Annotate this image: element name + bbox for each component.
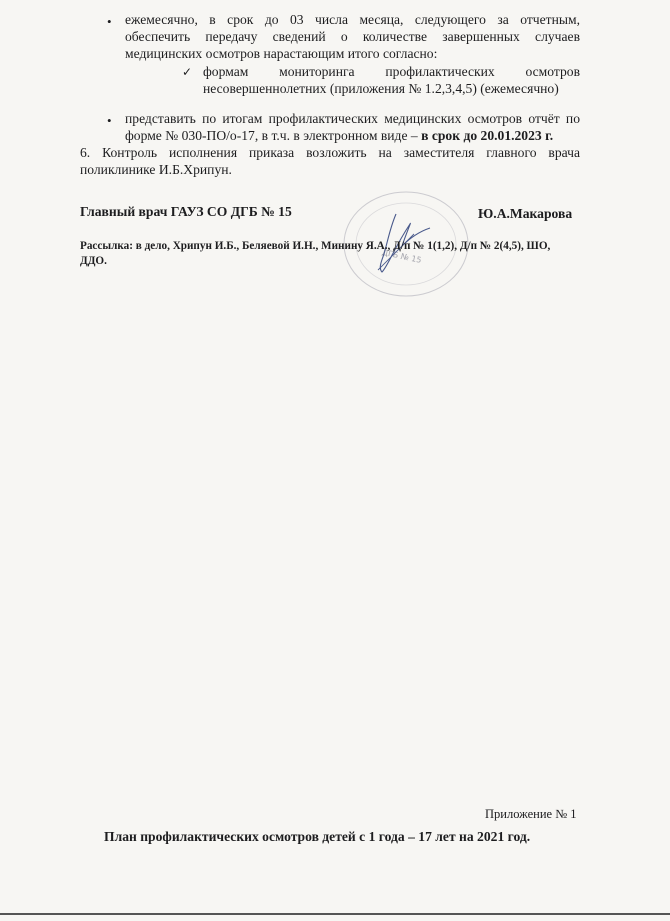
signature-title: Главный врач ГАУЗ СО ДГБ № 15 — [80, 204, 292, 219]
plan-title: План профилактических осмотров детей с 1 года – 17 лет на 2021 год. — [104, 829, 531, 844]
check-line-1: формам мониторинга профилактических осмотров — [203, 64, 580, 79]
page-bottom-edge — [0, 913, 670, 915]
bullet1-line-1: ежемесячно, в срок до 03 числа месяца, следующего за отчетным, — [125, 12, 580, 27]
item6-line-2: поликлинике И.Б.Хрипун. — [80, 162, 232, 177]
mailing-line-2: ДДО. — [80, 255, 107, 267]
mailing-line-1: Рассылка: в дело, Хрипун И.Б., Беляевой И.Н., Минину Я.А., Д/п № 1(1,2), Д/п № 2(4,5), ШО, — [80, 240, 551, 252]
check-line-2: несовершеннолетних (приложения № 1.2,3,4,5) (ежемесячно) — [203, 81, 559, 96]
bullet-marker: • — [107, 113, 112, 128]
item6-line-1: 6. Контроль исполнения приказа возложить на заместителя главного врача — [80, 145, 580, 160]
bullet2-line-2 — [125, 127, 553, 144]
deadline-text: в срок до 20.01.2023 г. — [421, 128, 554, 143]
checkmark-icon: ✓ — [182, 65, 193, 79]
bullet1-line-3: медицинских осмотров нарастающим итого согласно: — [125, 46, 438, 61]
bullet2-line-1: представить по итогам профилактических медицинских осмотров отчёт по — [125, 111, 580, 126]
bullet1-line-2: обеспечить передачу сведений о количестве завершенных случаев — [125, 29, 580, 44]
appendix-label: Приложение № 1 — [485, 807, 577, 821]
stamp-label: ДГБ № 15 — [381, 247, 423, 265]
bullet-marker: • — [107, 14, 112, 29]
bullet2-text: форме № 030-ПО/о-17, в т.ч. в электронном виде – — [125, 128, 418, 143]
signature-name: Ю.А.Макарова — [478, 206, 573, 221]
